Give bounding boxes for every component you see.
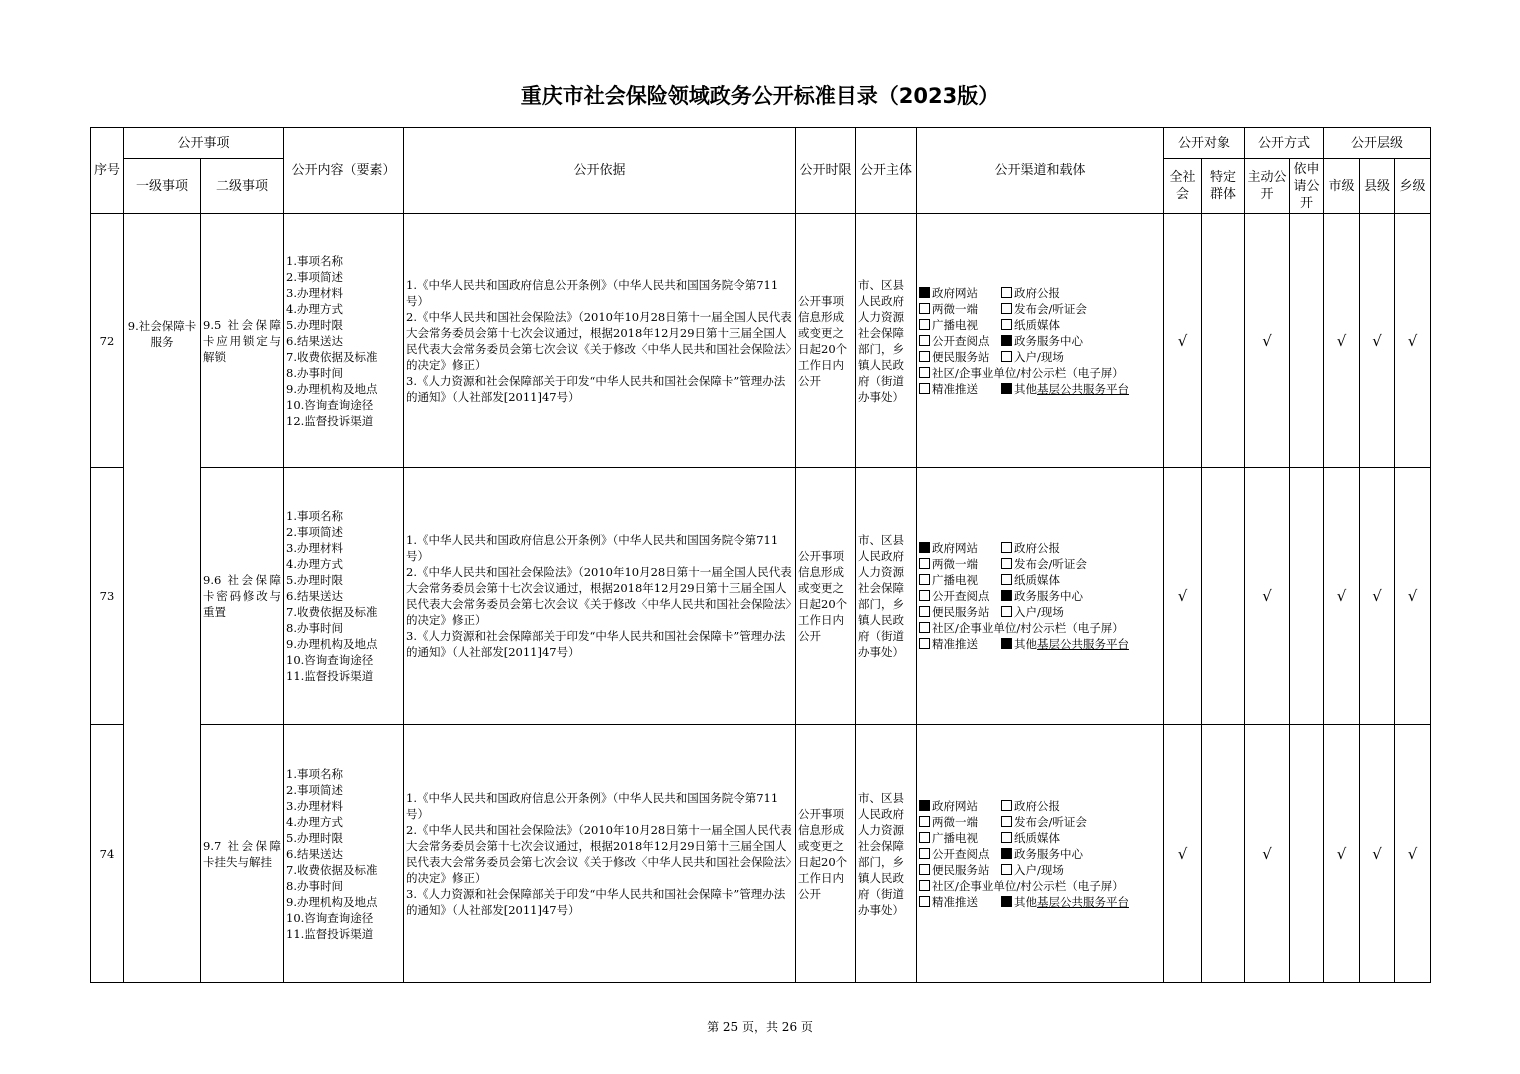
document-title: 重庆市社会保险领域政务公开标准目录（2023版） (520, 84, 1000, 108)
channel-option (1001, 540, 1083, 556)
channel-label: 政府网站 (932, 285, 978, 300)
channel-line (919, 814, 1161, 830)
content-item: 5.办理时限 (286, 317, 343, 332)
basis-item: 1.《中华人民共和国政府信息公开条例》（中华人民共和国国务院令第711号） (406, 790, 779, 821)
channel-label: 入户/现场 (1014, 862, 1064, 877)
mark-city: √ (1324, 468, 1360, 725)
channel-label: 精准推送 (932, 894, 978, 909)
catalog-table (90, 127, 1431, 983)
header-basis: 公开依据 (404, 128, 796, 214)
channel-label: 便民服务站 (932, 349, 990, 364)
mark-apply (1290, 214, 1324, 468)
channel-option (1001, 556, 1087, 572)
channel-line (919, 830, 1161, 846)
channel-line (919, 572, 1161, 588)
channel-option (919, 317, 1001, 333)
content-item: 1.事项名称 (286, 766, 343, 781)
content-item: 6.结果送达 (286, 333, 343, 348)
subject: 市、区县人民政府人力资源社会保障部门，乡镇人民政府（街道办事处） (856, 725, 917, 983)
content-item: 6.结果送达 (286, 846, 343, 861)
channel-option (919, 878, 1124, 894)
content-item: 7.收费依据及标准 (286, 862, 378, 877)
channel-option (919, 604, 1001, 620)
channel-option (919, 894, 1001, 910)
header-level-town: 乡级 (1395, 159, 1431, 214)
channel-option (1001, 285, 1083, 301)
content-item: 3.办理材料 (286, 285, 343, 300)
content-item: 5.办理时限 (286, 830, 343, 845)
channel-option (1001, 798, 1083, 814)
channel-line (919, 317, 1161, 333)
header-items: 公开事项 (124, 128, 284, 159)
content-item: 8.办事时间 (286, 878, 343, 893)
channel-line (919, 894, 1161, 910)
checkbox-empty-icon (919, 335, 930, 346)
checkbox-empty-icon (919, 848, 930, 859)
channel-label: 公开查阅点 (932, 589, 990, 603)
checkbox-empty-icon (919, 638, 930, 649)
channel-label: 入户/现场 (1014, 605, 1064, 619)
header-method-apply: 依申请公开 (1290, 159, 1324, 214)
checkbox-empty-icon (919, 367, 930, 378)
time-limit: 公开事项信息形成或变更之日起20个工作日内公开 (796, 214, 856, 468)
channel-label: 公开查阅点 (932, 333, 990, 348)
channel-label: 精准推送 (932, 637, 978, 651)
checkbox-checked-icon (919, 542, 930, 553)
channel-line (919, 365, 1161, 381)
basis-item: 1.《中华人民共和国政府信息公开条例》（中华人民共和国国务院令第711号） (406, 533, 779, 563)
channel-line (919, 301, 1161, 317)
channel-option (1001, 349, 1083, 365)
channel-option (919, 301, 1001, 317)
checkbox-empty-icon (1001, 816, 1012, 827)
mark-city: √ (1324, 214, 1360, 468)
channel-option (919, 830, 1001, 846)
channel-option (919, 285, 1001, 301)
checkbox-empty-icon (919, 383, 930, 394)
level2-item: 9.5 社会保障卡应用锁定与解锁 (201, 214, 284, 468)
checkbox-checked-icon (1001, 848, 1012, 859)
channel-label: 两微一端 (932, 557, 978, 571)
mark-active: √ (1245, 725, 1290, 983)
channel-label: 政务服务中心 (1014, 333, 1083, 348)
checkbox-empty-icon (1001, 287, 1012, 298)
channel-note: 基层公共服务平台 (1037, 381, 1129, 396)
channel-note: 基层公共服务平台 (1037, 637, 1129, 651)
checkbox-empty-icon (919, 896, 930, 907)
checkbox-checked-icon (1001, 383, 1012, 394)
channel-option (1001, 894, 1129, 910)
channel-option (919, 846, 1001, 862)
checkbox-checked-icon (919, 287, 930, 298)
header-channel: 公开渠道和载体 (917, 128, 1164, 214)
basis-item: 3.《人力资源和社会保障部关于印发“中华人民共和国社会保障卡”管理办法的通知》（人社部发[2011]47号） (406, 373, 786, 404)
header-subject: 公开主体 (856, 128, 917, 214)
content-item: 11.监督投诉渠道 (286, 926, 374, 941)
channel-label: 社区/企事业单位/村公示栏（电子屏） (932, 878, 1124, 893)
content-item: 9.办理机构及地点 (286, 381, 378, 396)
basis-item: 3.《人力资源和社会保障部关于印发“中华人民共和国社会保障卡”管理办法的通知》（人社部发[2011]47号） (406, 629, 786, 659)
header-target-all: 全社会 (1164, 159, 1202, 214)
header-target-specific: 特定群体 (1202, 159, 1245, 214)
mark-active: √ (1245, 214, 1290, 468)
basis-item: 3.《人力资源和社会保障部关于印发“中华人民共和国社会保障卡”管理办法的通知》（人社部发[2011]47号） (406, 886, 786, 917)
content-list (284, 468, 404, 725)
channel-line (919, 349, 1161, 365)
channel-label: 政务服务中心 (1014, 589, 1083, 603)
basis-list (404, 214, 796, 468)
channel-option (1001, 846, 1083, 862)
channel-option (919, 333, 1001, 349)
content-item: 4.办理方式 (286, 814, 343, 829)
content-item: 7.收费依据及标准 (286, 349, 378, 364)
content-item: 6.结果送达 (286, 589, 343, 603)
content-item: 2.事项简述 (286, 525, 343, 539)
checkbox-empty-icon (919, 351, 930, 362)
content-item: 10.咨询查询途径 (286, 397, 374, 412)
channel-option (919, 381, 1001, 397)
channel-label: 社区/企事业单位/村公示栏（电子屏） (932, 365, 1124, 380)
channel-option (919, 620, 1124, 636)
checkbox-empty-icon (1001, 303, 1012, 314)
channel-line (919, 620, 1161, 636)
checkbox-empty-icon (1001, 832, 1012, 843)
channel-label: 精准推送 (932, 381, 978, 396)
level1-item: 9.社会保障卡服务 (124, 214, 201, 983)
channel-label: 广播电视 (932, 830, 978, 845)
mark-city: √ (1324, 725, 1360, 983)
content-item: 11.监督投诉渠道 (286, 669, 374, 683)
checkbox-empty-icon (1001, 351, 1012, 362)
channel-option (919, 556, 1001, 572)
channel-line (919, 381, 1161, 397)
channel-option (1001, 830, 1083, 846)
channel-label: 便民服务站 (932, 605, 990, 619)
level2-item: 9.6 社会保障卡密码修改与重置 (201, 468, 284, 725)
row-seq: 73 (91, 468, 124, 725)
content-item: 2.事项简述 (286, 269, 343, 284)
checkbox-empty-icon (1001, 864, 1012, 875)
channel-line (919, 846, 1161, 862)
mark-active: √ (1245, 468, 1290, 725)
time-limit: 公开事项信息形成或变更之日起20个工作日内公开 (796, 468, 856, 725)
channel-option (919, 540, 1001, 556)
channel-option (1001, 381, 1129, 397)
channel-option (1001, 636, 1129, 652)
page-footer: 第 25 页，共 26 页 (707, 1020, 813, 1034)
checkbox-empty-icon (919, 606, 930, 617)
content-item: 1.事项名称 (286, 509, 343, 523)
channel-option (1001, 317, 1083, 333)
content-item: 7.收费依据及标准 (286, 605, 378, 619)
row-seq: 72 (91, 214, 124, 468)
channel-label: 其他 (1014, 381, 1037, 396)
mark-county: √ (1360, 468, 1395, 725)
channel-label: 入户/现场 (1014, 349, 1064, 364)
checkbox-empty-icon (919, 864, 930, 875)
checkbox-empty-icon (1001, 558, 1012, 569)
mark-specific (1202, 214, 1245, 468)
content-item: 12.监督投诉渠道 (286, 413, 374, 428)
channel-option (919, 572, 1001, 588)
channel-label: 纸质媒体 (1014, 573, 1060, 587)
checkbox-empty-icon (919, 558, 930, 569)
channel-list (917, 468, 1164, 725)
channel-option (1001, 588, 1083, 604)
content-item: 3.办理材料 (286, 541, 343, 555)
content-item: 8.办事时间 (286, 365, 343, 380)
checkbox-empty-icon (919, 622, 930, 633)
table-row (91, 468, 1431, 725)
channel-label: 发布会/听证会 (1014, 557, 1087, 571)
channel-option (1001, 301, 1087, 317)
channel-option (1001, 604, 1083, 620)
mark-all: √ (1164, 214, 1202, 468)
checkbox-empty-icon (919, 303, 930, 314)
mark-county: √ (1360, 725, 1395, 983)
basis-item: 1.《中华人民共和国政府信息公开条例》（中华人民共和国国务院令第711号） (406, 277, 779, 308)
basis-item: 2.《中华人民共和国社会保险法》（2010年10月28日第十一届全国人民代表大会常务委员会第十七次会议通过，根据2018年12月29日第十三届全国人民代表大会常务委员会第七次会议《关于修改〈中华人民共和国社会保险法〉的决定》修正） (406, 565, 792, 627)
header-seq: 序号 (91, 128, 124, 214)
mark-all: √ (1164, 725, 1202, 983)
content-list (284, 725, 404, 983)
checkbox-empty-icon (1001, 800, 1012, 811)
channel-option (1001, 333, 1083, 349)
header-content: 公开内容（要素） (284, 128, 404, 214)
channel-label: 政务服务中心 (1014, 846, 1083, 861)
content-item: 1.事项名称 (286, 253, 343, 268)
mark-town: √ (1395, 725, 1431, 983)
channel-line (919, 588, 1161, 604)
checkbox-empty-icon (1001, 574, 1012, 585)
mark-town: √ (1395, 214, 1431, 468)
channel-option (919, 349, 1001, 365)
table-row (91, 214, 1431, 468)
mark-county: √ (1360, 214, 1395, 468)
checkbox-empty-icon (919, 832, 930, 843)
content-item: 10.咨询查询途径 (286, 653, 374, 667)
mark-apply (1290, 468, 1324, 725)
channel-label: 两微一端 (932, 301, 978, 316)
checkbox-checked-icon (1001, 896, 1012, 907)
channel-label: 政府公报 (1014, 541, 1060, 555)
header-level-county: 县级 (1360, 159, 1395, 214)
channel-option (919, 814, 1001, 830)
checkbox-empty-icon (1001, 606, 1012, 617)
channel-line (919, 285, 1161, 301)
channel-label: 社区/企事业单位/村公示栏（电子屏） (932, 621, 1124, 635)
mark-town: √ (1395, 468, 1431, 725)
content-list (284, 214, 404, 468)
channel-list (917, 725, 1164, 983)
channel-option (919, 365, 1124, 381)
channel-label: 其他 (1014, 894, 1037, 909)
channel-option (919, 588, 1001, 604)
channel-label: 政府公报 (1014, 285, 1060, 300)
subject: 市、区县人民政府人力资源社会保障部门，乡镇人民政府（街道办事处） (856, 214, 917, 468)
row-seq: 74 (91, 725, 124, 983)
channel-line (919, 604, 1161, 620)
channel-label: 便民服务站 (932, 862, 990, 877)
checkbox-checked-icon (1001, 590, 1012, 601)
channel-option (919, 862, 1001, 878)
channel-label: 政府网站 (932, 541, 978, 555)
checkbox-empty-icon (919, 816, 930, 827)
mark-all: √ (1164, 468, 1202, 725)
header-level-city: 市级 (1324, 159, 1360, 214)
mark-specific (1202, 468, 1245, 725)
header-level2: 二级事项 (201, 159, 284, 214)
header-level: 公开层级 (1324, 128, 1431, 159)
basis-list (404, 468, 796, 725)
content-item: 4.办理方式 (286, 557, 343, 571)
channel-line (919, 798, 1161, 814)
header-target: 公开对象 (1164, 128, 1245, 159)
table-row (91, 725, 1431, 983)
checkbox-checked-icon (1001, 335, 1012, 346)
header-method: 公开方式 (1245, 128, 1324, 159)
checkbox-checked-icon (919, 800, 930, 811)
content-item: 8.办事时间 (286, 621, 343, 635)
channel-label: 政府网站 (932, 798, 978, 813)
channel-option (1001, 862, 1083, 878)
channel-label: 公开查阅点 (932, 846, 990, 861)
channel-line (919, 878, 1161, 894)
level2-item: 9.7 社会保障卡挂失与解挂 (201, 725, 284, 983)
time-limit: 公开事项信息形成或变更之日起20个工作日内公开 (796, 725, 856, 983)
content-item: 4.办理方式 (286, 301, 343, 316)
mark-specific (1202, 725, 1245, 983)
content-item: 9.办理机构及地点 (286, 894, 378, 909)
basis-list (404, 725, 796, 983)
channel-label: 发布会/听证会 (1014, 301, 1087, 316)
channel-option (919, 798, 1001, 814)
basis-item: 2.《中华人民共和国社会保险法》（2010年10月28日第十一届全国人民代表大会常务委员会第十七次会议通过，根据2018年12月29日第十三届全国人民代表大会常务委员会第七次会议《关于修改〈中华人民共和国社会保险法〉的决定》修正） (406, 309, 792, 372)
subject: 市、区县人民政府人力资源社会保障部门，乡镇人民政府（街道办事处） (856, 468, 917, 725)
basis-item: 2.《中华人民共和国社会保险法》（2010年10月28日第十一届全国人民代表大会常务委员会第十七次会议通过，根据2018年12月29日第十三届全国人民代表大会常务委员会第七次会议《关于修改〈中华人民共和国社会保险法〉的决定》修正） (406, 822, 792, 885)
content-item: 5.办理时限 (286, 573, 343, 587)
channel-label: 发布会/听证会 (1014, 814, 1087, 829)
header-time: 公开时限 (796, 128, 856, 214)
checkbox-checked-icon (1001, 638, 1012, 649)
checkbox-empty-icon (1001, 542, 1012, 553)
channel-option (1001, 572, 1083, 588)
header-level1: 一级事项 (124, 159, 201, 214)
channel-label: 政府公报 (1014, 798, 1060, 813)
channel-option (919, 636, 1001, 652)
header-method-active: 主动公开 (1245, 159, 1290, 214)
channel-label: 其他 (1014, 637, 1037, 651)
channel-label: 广播电视 (932, 573, 978, 587)
channel-note: 基层公共服务平台 (1037, 894, 1129, 909)
content-item: 9.办理机构及地点 (286, 637, 378, 651)
checkbox-empty-icon (1001, 319, 1012, 330)
channel-line (919, 636, 1161, 652)
channel-list (917, 214, 1164, 468)
channel-line (919, 862, 1161, 878)
channel-label: 纸质媒体 (1014, 830, 1060, 845)
checkbox-empty-icon (919, 574, 930, 585)
channel-label: 广播电视 (932, 317, 978, 332)
checkbox-empty-icon (919, 319, 930, 330)
channel-label: 两微一端 (932, 814, 978, 829)
channel-line (919, 333, 1161, 349)
mark-apply (1290, 725, 1324, 983)
channel-line (919, 540, 1161, 556)
content-item: 10.咨询查询途径 (286, 910, 374, 925)
checkbox-empty-icon (919, 880, 930, 891)
channel-label: 纸质媒体 (1014, 317, 1060, 332)
content-item: 3.办理材料 (286, 798, 343, 813)
channel-option (1001, 814, 1087, 830)
channel-line (919, 556, 1161, 572)
checkbox-empty-icon (919, 590, 930, 601)
content-item: 2.事项简述 (286, 782, 343, 797)
